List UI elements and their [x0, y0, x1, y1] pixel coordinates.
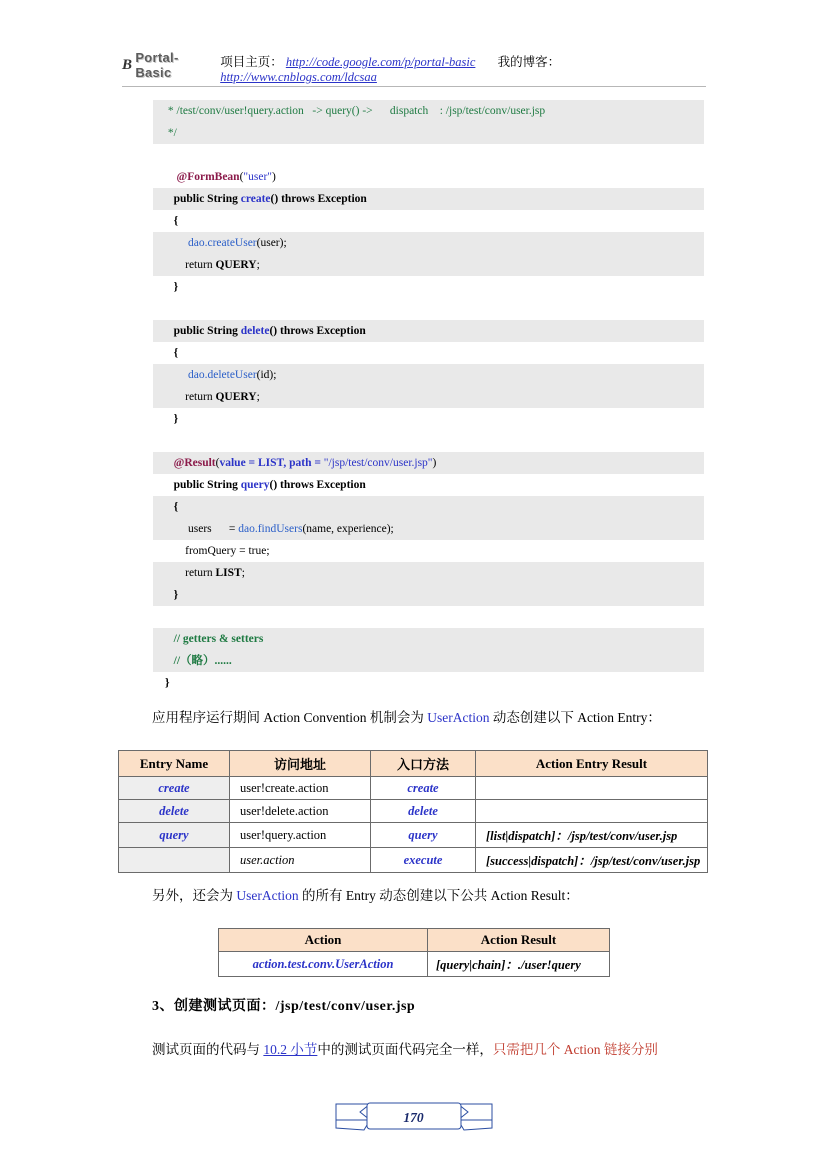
code-line: public String delete() throws Exception — [153, 320, 704, 342]
code-line: * /test/conv/user!query.action -> query() -> dispatch : /jsp/test/conv/user.jsp — [153, 100, 704, 122]
code-line: dao.deleteUser(id); — [153, 364, 704, 386]
code-line — [153, 298, 704, 320]
th-entry-name: Entry Name — [119, 751, 230, 777]
paragraph-entry-intro-b: 动态创建以下 Action Entry： — [489, 710, 661, 725]
code-line: return LIST; — [153, 562, 704, 584]
project-label: 项目主页： — [220, 55, 283, 69]
paragraph-test-page — [152, 1040, 708, 1060]
cell-entry-name: query — [119, 823, 230, 848]
code-line: //（略）...... — [153, 650, 704, 672]
code-line: fromQuery = true; — [153, 540, 704, 562]
blog-label: 我的博客： — [497, 55, 561, 69]
page-number-ribbon — [334, 1098, 494, 1138]
table-header-row — [219, 929, 610, 952]
th-action: Action — [219, 929, 428, 952]
cell-result: [list|dispatch]：/jsp/test/conv/user.jsp — [476, 823, 708, 848]
page-header — [122, 50, 706, 87]
cell-action-result: [query|chain]：./user!query — [428, 952, 610, 977]
logo-letter: B — [122, 56, 133, 73]
cell-address: user!query.action — [230, 823, 371, 848]
code-line — [153, 606, 704, 628]
cell-result — [476, 800, 708, 823]
paragraph-result-intro-b: 的所有 Entry 动态创建以下公共 Action Result： — [298, 888, 579, 903]
code-line: return QUERY; — [153, 386, 704, 408]
cell-method: query — [371, 823, 476, 848]
code-line: dao.createUser(user); — [153, 232, 704, 254]
brand-logo — [122, 50, 212, 80]
th-result: Action Entry Result — [476, 751, 708, 777]
action-result-table — [218, 928, 610, 977]
page-footer — [0, 1098, 827, 1138]
table-row — [119, 848, 708, 873]
cell-entry-name: delete — [119, 800, 230, 823]
th-address: 访问地址 — [230, 751, 371, 777]
logo-name: Portal-Basic — [135, 50, 179, 80]
cell-method: create — [371, 777, 476, 800]
cell-address: user!create.action — [230, 777, 371, 800]
table-row — [119, 823, 708, 848]
th-method: 入口方法 — [371, 751, 476, 777]
table-row — [119, 777, 708, 800]
code-line: public String query() throws Exception — [153, 474, 704, 496]
cell-result — [476, 777, 708, 800]
cell-action: action.test.conv.UserAction — [219, 952, 428, 977]
table-header-row — [119, 751, 708, 777]
code-line: } — [153, 672, 704, 694]
user-action-link-1[interactable]: UserAction — [427, 710, 490, 725]
table-row — [119, 800, 708, 823]
cell-method: execute — [371, 848, 476, 873]
code-line: @FormBean("user") — [153, 166, 704, 188]
paragraph-test-page-a: 测试页面的代码与 — [152, 1042, 264, 1057]
section-10-2-link[interactable]: 10.2 小节 — [263, 1042, 318, 1057]
code-line: } — [153, 408, 704, 430]
paragraph-result-intro — [152, 886, 712, 906]
code-line: return QUERY; — [153, 254, 704, 276]
cell-address: user.action — [230, 848, 371, 873]
code-line: users = dao.findUsers(name, experience); — [153, 518, 704, 540]
paragraph-result-intro-a: 另外，还会为 — [152, 888, 237, 903]
action-entry-table — [118, 750, 708, 873]
code-line: { — [153, 342, 704, 364]
code-line — [153, 430, 704, 452]
section-heading: 3、创建测试页面：/jsp/test/conv/user.jsp — [152, 999, 416, 1014]
cell-entry-name — [119, 848, 230, 873]
cell-address: user!delete.action — [230, 800, 371, 823]
code-line: } — [153, 276, 704, 298]
code-listing — [153, 100, 704, 694]
paragraph-entry-intro — [152, 708, 712, 728]
code-line: // getters & setters — [153, 628, 704, 650]
cell-result: [success|dispatch]：/jsp/test/conv/user.jsp — [476, 848, 708, 873]
paragraph-entry-intro-a: 应用程序运行期间 Action Convention 机制会为 — [152, 710, 428, 725]
table-row — [219, 952, 610, 977]
paragraph-test-page-b: 中的测试页面代码完全一样， — [317, 1042, 493, 1057]
th-action-result: Action Result — [428, 929, 610, 952]
code-line: { — [153, 210, 704, 232]
code-line: } — [153, 584, 704, 606]
code-line — [153, 144, 704, 166]
header-links — [220, 50, 706, 85]
code-line: { — [153, 496, 704, 518]
user-action-link-2[interactable]: UserAction — [236, 888, 299, 903]
page-number: 170 — [403, 1110, 424, 1125]
cell-method: delete — [371, 800, 476, 823]
project-url-link[interactable]: http://code.google.com/p/portal-basic — [285, 55, 476, 69]
paragraph-test-page-highlight: 只需把几个 Action 链接分别 — [492, 1042, 658, 1057]
code-line: public String create() throws Exception — [153, 188, 704, 210]
cell-entry-name: create — [119, 777, 230, 800]
code-line: */ — [153, 122, 704, 144]
blog-url-link[interactable]: http://www.cnblogs.com/ldcsaa — [220, 70, 377, 84]
code-line: @Result(value = LIST, path = "/jsp/test/conv/user.jsp") — [153, 452, 704, 474]
